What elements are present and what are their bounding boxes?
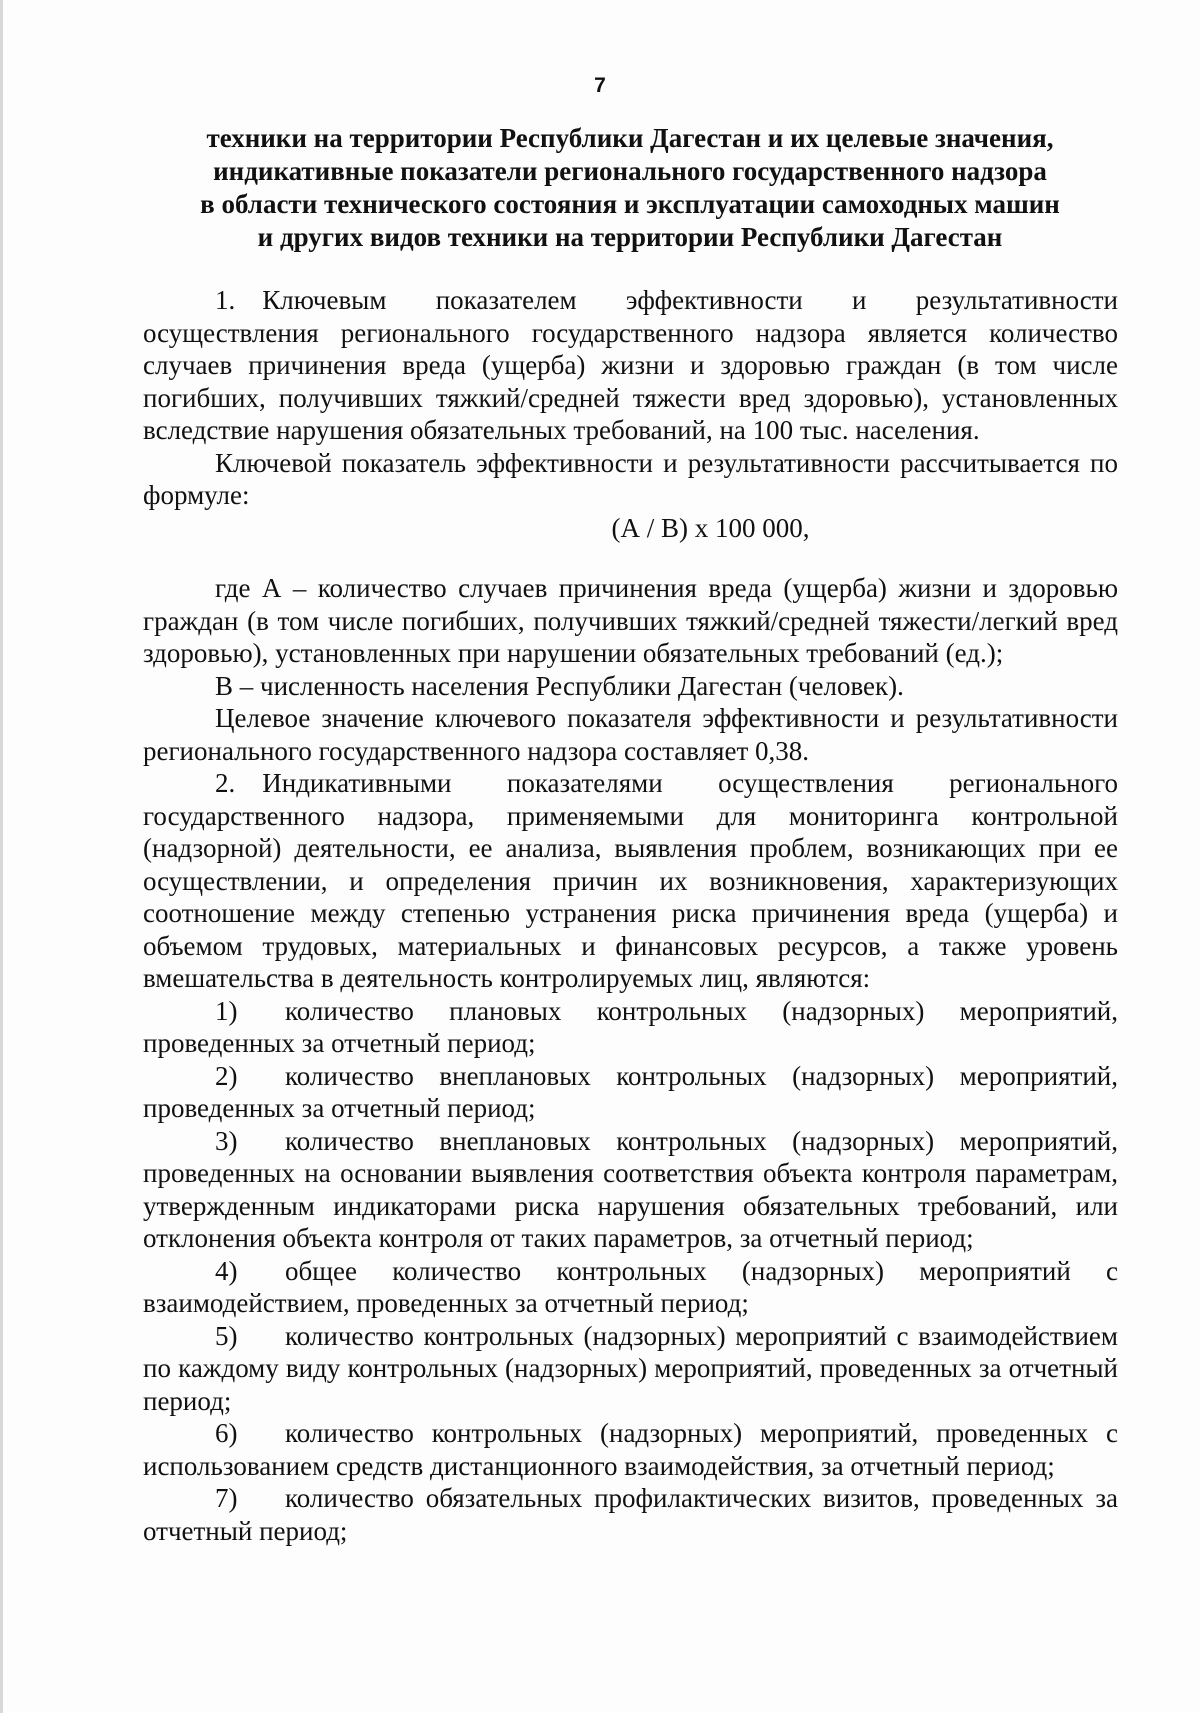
paragraph-indicative-indicators: 2. Индикативными показателями осуществления регионального государственного надзора, применяемыми для мониторинга контрольной (надзорной) деятельности, ее анализа, выявления проблем, возникающих при ее осуществлении, и определения причин их возникновения, характеризующих соотношение между степенью устранения риска причинения вреда (ущерба) и объемом трудовых, материальных и финансовых ресурсов, а также уровень вмешательства в деятельность контролируемых лиц, являются: xyxy=(143,768,1118,993)
list-item-number: 7) xyxy=(215,1483,238,1513)
list-item-number: 6) xyxy=(215,1418,238,1448)
list-item-text: количество обязательных профилактических визитов, проведенных за отчетный период; xyxy=(143,1483,1118,1546)
list-item-text: количество внеплановых контрольных (надзорных) мероприятий, проведенных на основании выявления соответствия объекта контроля параметрам, утвержденным индикаторами риска нарушения обязательных требований, или отклонения объекта контроля от таких параметров, за отчетный период; xyxy=(143,1125,1118,1253)
list-item xyxy=(143,1320,1118,1418)
list-item-text: количество контрольных (надзорных) мероприятий с взаимодействием по каждому виду контрольных (надзорных) мероприятий, проведенных за отчетный период; xyxy=(143,1320,1118,1416)
list-item-text: количество внеплановых контрольных (надзорных) мероприятий, проведенных за отчетный период; xyxy=(143,1060,1118,1123)
page-number: 7 xyxy=(594,74,606,97)
list-item xyxy=(143,1125,1118,1255)
section-title xyxy=(140,122,1120,254)
formula: (А / В) х 100 000, xyxy=(611,512,810,543)
scan-edge xyxy=(0,0,3,1713)
list-item xyxy=(143,1060,1118,1125)
list-item-number: 2) xyxy=(215,1060,238,1091)
paragraph-variable-a: где А – количество случаев причинения вреда (ущерба) жизни и здоровью граждан (в том числе погибших, получивших тяжкий/средней тяжести/легкий вред здоровью), установленных при нарушении обязательных требований (ед.); xyxy=(143,573,1118,668)
title-line: в области технического состояния и эксплуатации самоходных машин xyxy=(200,189,1060,219)
paragraph-target-value: Целевое значение ключевого показателя эффективности и результативности регионального государственного надзора составляет 0,38. xyxy=(143,703,1118,766)
title-line: техники на территории Республики Дагестан и их целевые значения, xyxy=(206,123,1054,153)
list-item xyxy=(143,1255,1118,1320)
list-item-text: количество плановых контрольных (надзорных) мероприятий, проведенных за отчетный период; xyxy=(143,995,1118,1058)
list-item-text: общее количество контрольных (надзорных) мероприятий с взаимодействием, проведенных за отчетный период; xyxy=(143,1255,1118,1318)
list-item-number: 3) xyxy=(215,1125,238,1156)
paragraph-formula-intro: Ключевой показатель эффективности и результативности рассчитывается по формуле: xyxy=(143,447,1118,510)
list-item-text: количество контрольных (надзорных) мероприятий, проведенных с использованием средств дистанционного взаимодействия, за отчетный период; xyxy=(143,1418,1118,1481)
list-item xyxy=(143,1417,1118,1482)
list-item xyxy=(143,995,1118,1060)
list-item xyxy=(143,1482,1118,1547)
paragraph-key-indicator: 1. Ключевым показателем эффективности и результативности осуществления регионального государственного надзора является количество случаев причинения вреда (ущерба) жизни и здоровью граждан (в том числе погибших, получивших тяжкий/средней тяжести вред здоровью), установленных вследствие нарушения обязательных требований, на 100 тыс. населения. xyxy=(143,285,1118,445)
document-body xyxy=(143,284,1118,1547)
list-item-number: 4) xyxy=(215,1255,238,1286)
paragraph-variable-b: В – численность населения Республики Дагестан (человек). xyxy=(215,670,904,701)
list-item-number: 1) xyxy=(215,995,238,1026)
title-line: индикативные показатели регионального государственного надзора xyxy=(213,156,1047,186)
list-item-number: 5) xyxy=(215,1320,238,1351)
title-line: и других видов техники на территории Республики Дагестан xyxy=(257,222,1003,252)
